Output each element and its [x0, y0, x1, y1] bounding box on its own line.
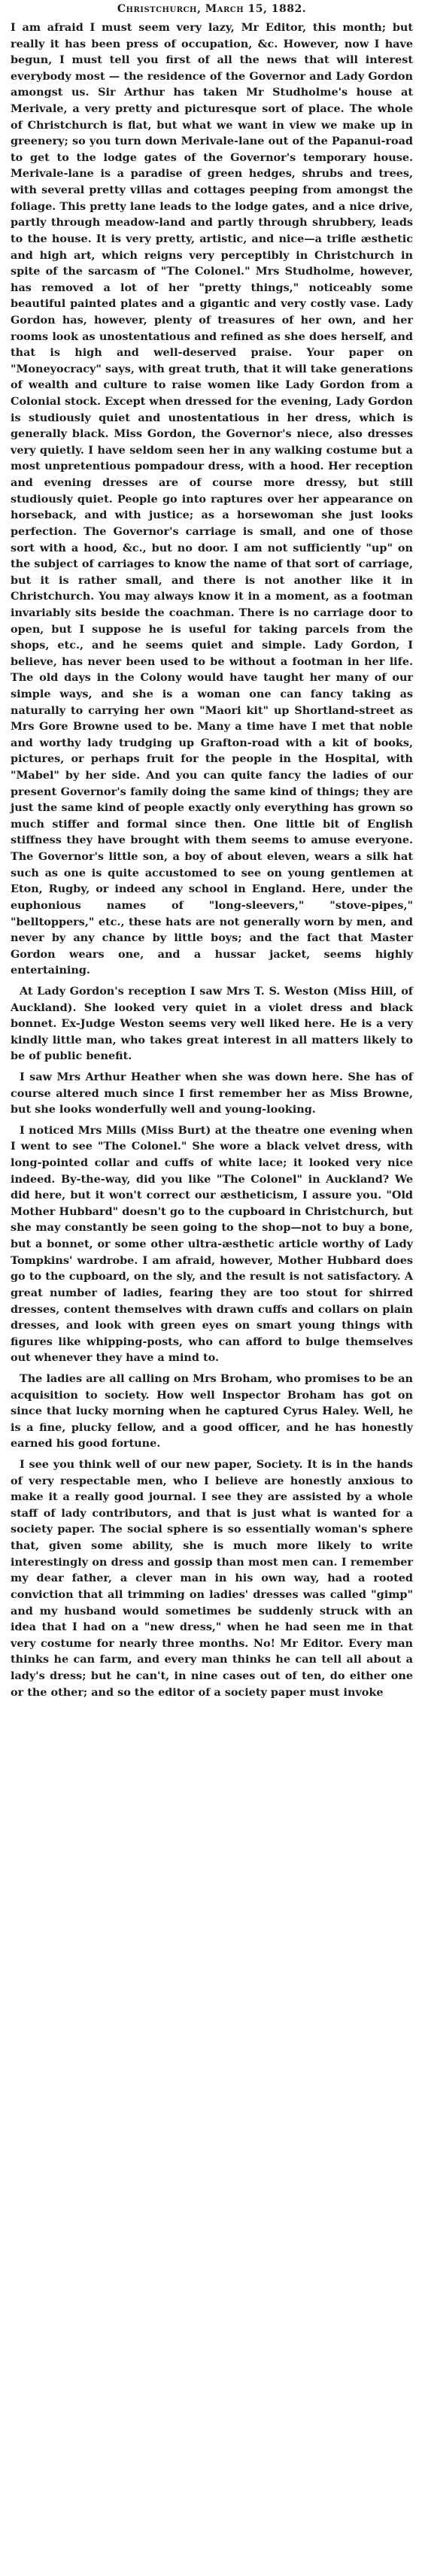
paragraph-mrs-heather: I saw Mrs Arthur Heather when she was down here. She has of course altered much since I first remember her as Miss Browne, but she looks wonderfully well and young-looking.	[11, 1071, 413, 1116]
paragraph-governor-residence: I am afraid I must seem very lazy, Mr Editor, this month; but really it has been press of occupation, &c. However, now I have begun, I must tell you first of all the news that will interest everybody most — the residence of the Governor and Lady Gordon amongst us. Sir Arthur has taken Mr Studholme's house at Merivale, a very pretty and picturesque sort of place. The whole of Christchurch is flat, but what we want in view we make up in greenery; so you turn down Merivale-lane out of the Papanui-road to get to the lodge gates of the Governor's temporary house. Merivale-lane is a paradise of green hedges, shrubs and trees, with several pretty villas and cottages peeping from amongst the foliage. This pretty lane leads to the lodge gates, and a nice drive, partly through meadow-land and partly through shrubbery, leads to the house. It is very pretty, artistic, and nice—a trifle æsthetic and high art, which reigns very perceptibly in Christchurch in spite of the sarcasm of "The Colonel." Mrs Studholme, however, has removed a lot of her "pretty things," noticeably some beautiful painted plates and a gigantic and very costly vase. Lady Gordon has, however, plenty of treasures of her own, and her rooms look as unostentatious and refined as she does herself, and that is high and well-deserved praise. Your paper on "Moneyocracy" says, with great truth, that it will take generations of wealth and culture to raise women like Lady Gordon from a Colonial stock. Except when dressed for the evening, Lady Gordon is studiously quiet and unostentatious in her dress, which is generally black. Miss Gordon, the Governor's niece, also dresses very quietly. I have seldom seen her in any walking costume but a most unpretentious pompadour dress, with a hood. Her reception and evening dresses are of course more dressy, but still studiously quiet. People go into raptures over her appearance on horseback, and with justice; as a horsewoman she just looks perfection. The Governor's carriage is small, and one of those sort with a hood, &c., but no door. I am not sufficiently "up" on the subject of carriages to know the name of that sort of carriage, but it is rather small, and there is not another like it in Christchurch. You may always know it in a moment, as a footman invariably sits beside the coachman. There is no carriage door to open, but I suppose he is useful for taking parcels from the shops, etc., and he seems quiet and simple. Lady Gordon, I believe, has never been used to be without a footman in her life. The old days in the Colony would have taught her many of our simple ways, and she is a woman one can fancy taking as naturally to carrying her own "Maori kit" up Shortland-street as Mrs Gore Browne used to be. Many a time have I met that noble and worthy lady trudging up Grafton-road with a kit of books, pictures, or perhaps fruit for the people in the Hospital, with "Mabel" by her side. And you can quite fancy the ladies of our present Governor's family doing the same kind of things; they are just the same kind of people exactly only everything has grown so much stiffer and formal since then. One little bit of English stiffness they have brought with them seems to amuse everyone. The Governor's little son, a boy of about eleven, wears a silk hat such as one is quite accustomed to see on young gentlemen at Eton, Rugby, or indeed any school in England. Here, under the euphonious names of "long-sleevers," "stove-pipes," "belltoppers," etc., these hats are not generally worn by men, and never by any chance by little boys; and the fact that Master Gordon wears one, and a hussar jacket, seems highly entertaining.	[11, 21, 413, 977]
paragraph-mrs-broham: The ladies are all calling on Mrs Broham, who promises to be an acquisition to society. How well Inspector Broham has got on since that lucky morning when he captured Cyrus Haley. Well, he is a fine, plucky fellow, and a good officer, and he has honestly earned his good fortune.	[11, 1372, 413, 1451]
paragraph-lady-gordon-reception: At Lady Gordon's reception I saw Mrs T. S. Weston (Miss Hill, of Auckland). She looked very quiet in a violet dress and black bonnet. Ex-Judge Weston seems very well liked here. He is a very kindly little man, who takes great interest in all matters likely to be of public benefit.	[11, 984, 413, 1063]
paragraph-mrs-mills-theatre: I noticed Mrs Mills (Miss Burt) at the theatre one evening when I went to see "The Colonel." She wore a black velvet dress, with long-pointed collar and cuffs of white lace; it looked very nice indeed. By-the-way, did you like "The Colonel" in Auckland? We did here, but it won't correct our æstheticism, I assure you. "Old Mother Hubbard" doesn't go to the cupboard in Christchurch, but she may constantly be seen going to the shop—not to buy a bone, but a bonnet, or some other ultra-æsthetic article worthy of Lady Tompkins' wardrobe. I am afraid, however, Mother Hubbard does go to the cupboard, on the sly, and the result is not satisfactory. A great number of ladies, fearing they are too stout for shirred dresses, content themselves with drawn cuffs and collars on plain dresses, and look with green eyes on smart young things with figures like whipping-posts, who can afford to bulge themselves out whenever they have a mind to.	[11, 1123, 413, 1365]
dateline: Christchurch, March 15, 1882.	[117, 3, 307, 15]
paragraph-society-paper: I see you think well of our new paper, Society. It is in the hands of very respectable men, who I believe are honestly anxious to make it a really good journal. I see they are assisted by a whole staff of lady contributors, and that is just what is wanted for a society paper. The social sphere is so essentially woman's sphere that, given some ability, she is much more likely to write interestingly on dress and gossip than most men can. I remember my dear father, a clever man in his own way, had a rooted conviction that all trimming on ladies' dresses was called "gimp" and my husband would sometimes be suddenly struck with an idea that I had on a "new dress," when he had seen me in that very costume for nearly three months. No! Mr Editor. Every man thinks he can farm, and every man thinks he can tell all about a lady's dress; but he can't, in nine cases out of ten, do either one or the other; and so the editor of a society paper must invoke	[11, 1458, 413, 1699]
